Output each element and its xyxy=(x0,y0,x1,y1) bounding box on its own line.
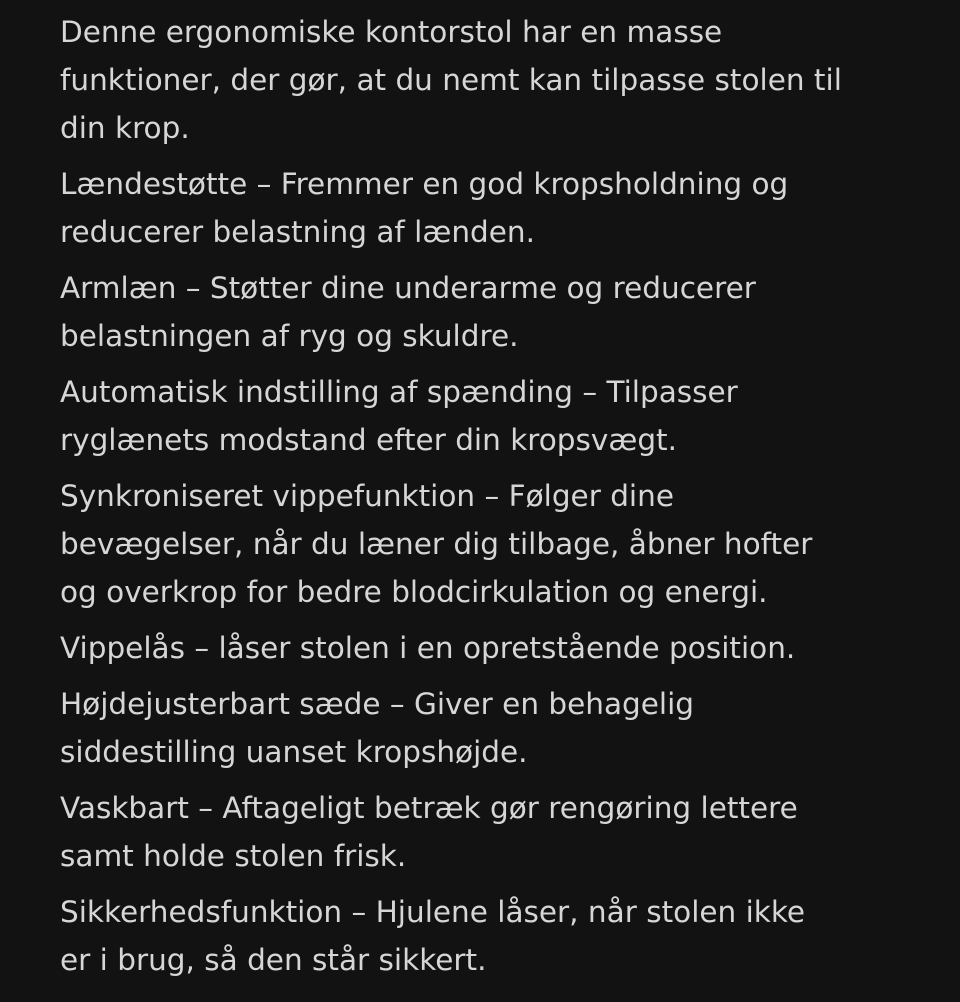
text-line: Vaskbart – Aftageligt betræk gør rengøring lettere xyxy=(60,791,798,825)
feature-paragraph xyxy=(60,472,960,616)
intro-paragraph xyxy=(60,8,960,152)
feature-paragraph xyxy=(60,160,960,256)
text-line: bevægelser, når du læner dig tilbage, åbner hofter xyxy=(60,527,813,561)
feature-paragraph xyxy=(60,264,960,360)
feature-paragraph xyxy=(60,784,960,880)
feature-paragraph xyxy=(60,368,960,464)
text-line: Sikkerhedsfunktion – Hjulene låser, når stolen ikke xyxy=(60,895,806,929)
text-line: reducerer belastning af lænden. xyxy=(60,215,535,249)
text-line: Automatisk indstilling af spænding – Tilpasser xyxy=(60,375,738,409)
feature-paragraph xyxy=(60,624,960,672)
text-line: Lændestøtte – Fremmer en god kropsholdning og xyxy=(60,167,789,201)
text-line: din krop. xyxy=(60,111,190,145)
text-line: er i brug, så den står sikkert. xyxy=(60,943,487,977)
text-line: belastningen af ryg og skuldre. xyxy=(60,319,519,353)
text-line: siddestilling uanset kropshøjde. xyxy=(60,735,528,769)
text-line: Vippelås – låser stolen i en opretstående position. xyxy=(60,631,796,665)
text-line: funktioner, der gør, at du nemt kan tilpasse stolen til xyxy=(60,63,842,97)
text-line: Synkroniseret vippefunktion – Følger dine xyxy=(60,479,674,513)
text-line: og overkrop for bedre blodcirkulation og energi. xyxy=(60,575,768,609)
text-line: ryglænets modstand efter din kropsvægt. xyxy=(60,423,677,457)
text-line: Armlæn – Støtter dine underarme og reducerer xyxy=(60,271,756,305)
feature-paragraph xyxy=(60,680,960,776)
text-line: Denne ergonomiske kontorstol har en masse xyxy=(60,15,723,49)
text-line: Højdejusterbart sæde – Giver en behagelig xyxy=(60,687,695,721)
feature-paragraph xyxy=(60,888,960,984)
text-line: samt holde stolen frisk. xyxy=(60,839,407,873)
